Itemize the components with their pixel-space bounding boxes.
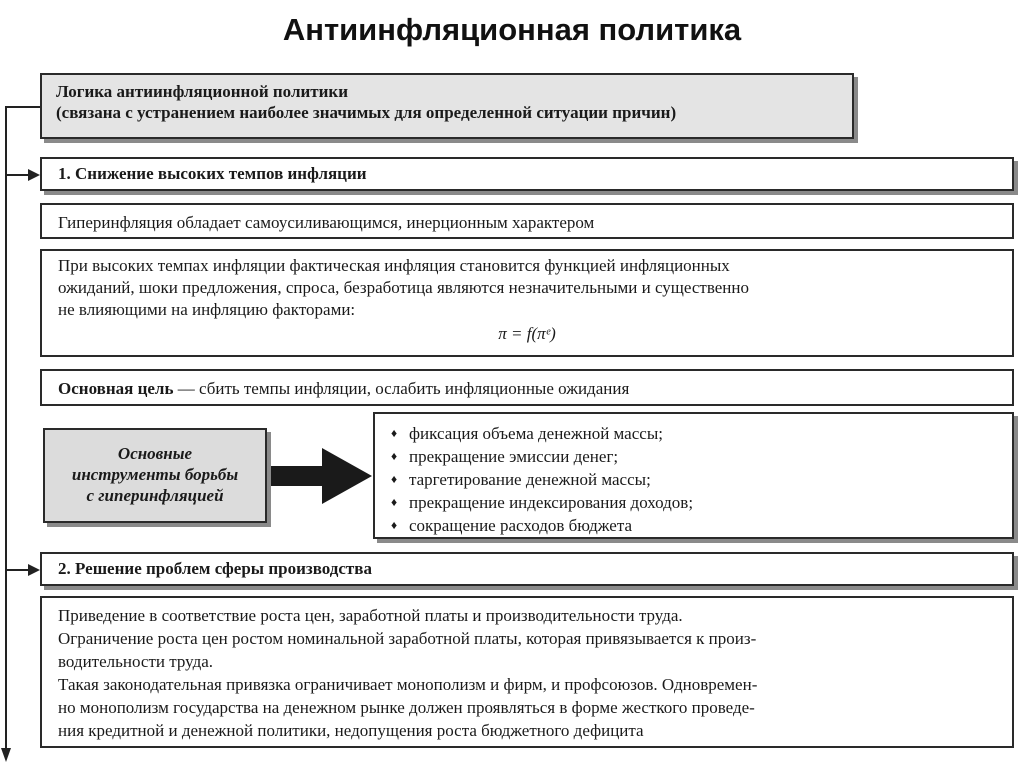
hyperinflation-box: Гиперинфляция обладает самоусиливающимся, инерционным характером (40, 203, 1014, 239)
tools-list (373, 412, 1014, 539)
production-box (40, 596, 1014, 748)
tools-label-box (43, 428, 267, 523)
production-line: Приведение в соответствие роста цен, заработной платы и производительности труда. (58, 606, 683, 625)
tools-arrow (268, 448, 372, 504)
production-line: водительности труда. (58, 652, 214, 671)
logic-line1: Логика антиинфляционной политики (56, 82, 349, 101)
diamond-bullet-icon: ♦ (391, 518, 398, 532)
tools-label-line: с гиперинфляцией (86, 486, 224, 505)
expectations-box (40, 249, 1014, 357)
goal-box (40, 369, 1014, 406)
list-item: ♦ таргетирование денежной массы; (391, 470, 651, 489)
diamond-bullet-icon: ♦ (391, 495, 398, 509)
expectations-line: При высоких темпах инфляции фактическая инфляция становится функцией инфляционных (58, 256, 730, 275)
production-line: Такая законодательная привязка ограничивает монополизм и фирм, и профсоюзов. Одновремен- (58, 675, 758, 694)
expectations-line: не влияющими на инфляцию факторами: (58, 300, 356, 319)
diamond-bullet-icon: ♦ (391, 426, 398, 440)
arrow-to-section1-head (28, 169, 40, 181)
goal-label: Основная цель (58, 379, 174, 398)
list-item: ♦ сокращение расходов бюджета (391, 516, 633, 535)
logic-box (40, 73, 854, 139)
list-item: ♦ фиксация объема денежной массы; (391, 424, 663, 443)
production-line: ния кредитной и денежной политики, недопущения роста бюджетного дефицита (58, 721, 644, 740)
production-line: Ограничение роста цен ростом номинальной заработной платы, которая привязывается к произ- (58, 629, 757, 648)
page-title: Антиинфляционная политика (282, 12, 742, 47)
arrow-to-section2-head (28, 564, 40, 576)
list-item: ♦ прекращение эмиссии денег; (391, 447, 619, 466)
section2-header: 2. Решение проблем сферы производства (40, 552, 1014, 586)
formula: π = f(πᵉ) (498, 324, 556, 343)
tools-label-line: инструменты борьбы (71, 465, 239, 484)
list-item: ♦ прекращение индексирования доходов; (391, 493, 694, 512)
expectations-line: ожиданий, шоки предложения, спроса, безработица являются незначительными и существенно (58, 278, 749, 297)
logic-line2: (связана с устранением наиболее значимых для определенной ситуации причин) (56, 103, 677, 122)
arrow-down-head (1, 748, 11, 762)
diamond-bullet-icon: ♦ (391, 472, 398, 486)
production-line: но монополизм государства на денежном рынке должен проявляться в форме жесткого проведе- (58, 698, 755, 717)
diamond-bullet-icon: ♦ (391, 449, 398, 463)
section1-header: 1. Снижение высоких темпов инфляции (40, 157, 1014, 191)
goal-text: — сбить темпы инфляции, ослабить инфляционные ожидания (173, 379, 630, 398)
tools-label-line: Основные (117, 444, 193, 463)
